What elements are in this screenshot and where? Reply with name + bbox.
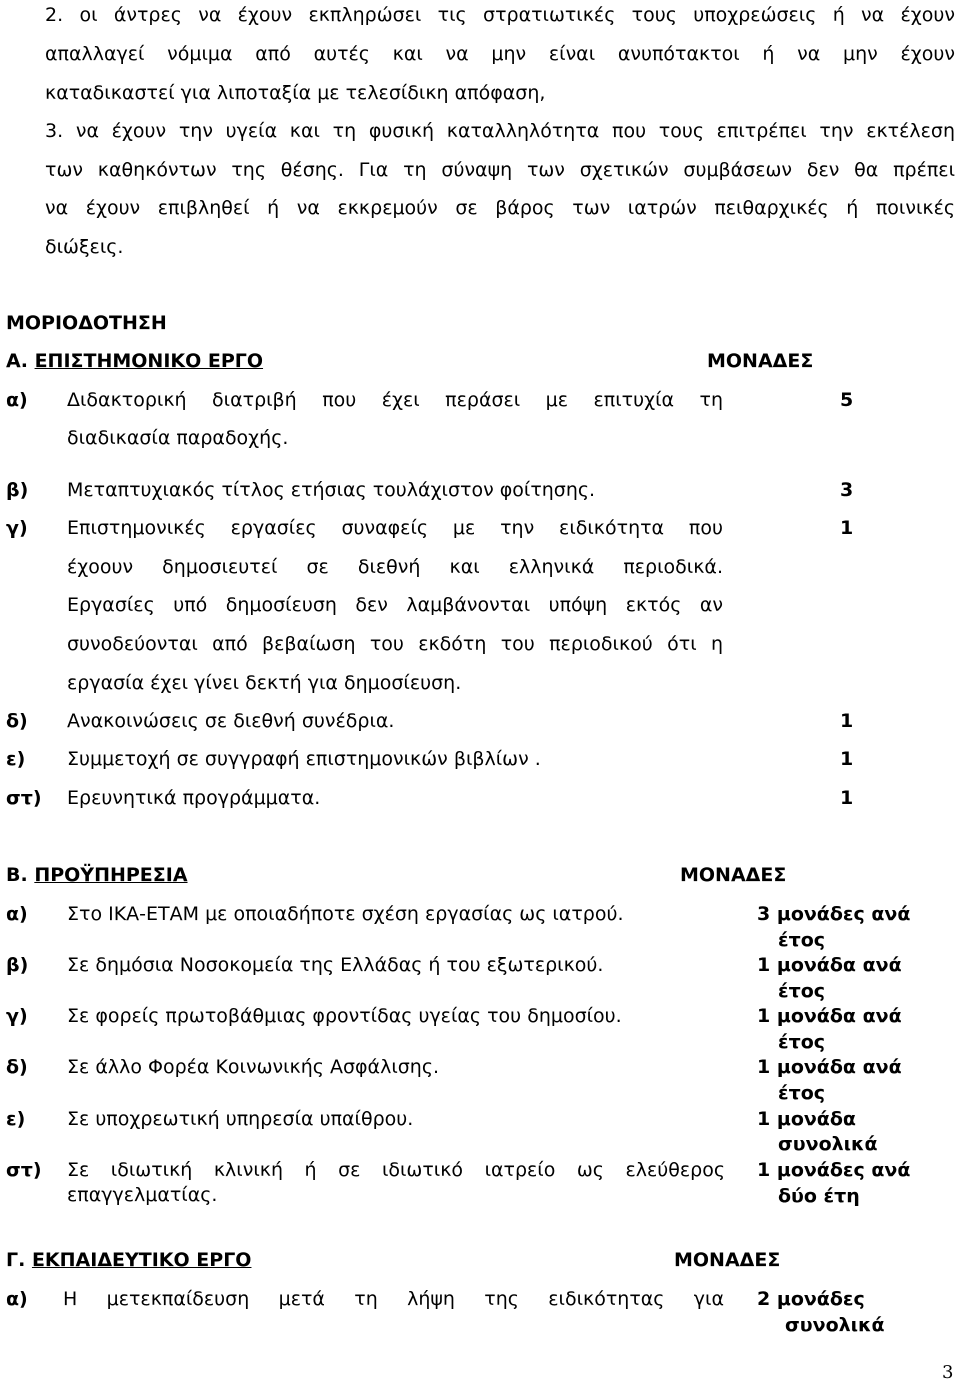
- item-label: β): [6, 479, 29, 501]
- item-text: συνοδεύονται από βεβαίωση του εκδότη του περιοδικού ότι η: [67, 633, 723, 655]
- item-points-unit: έτος: [778, 980, 826, 1002]
- item-points: 5: [840, 389, 854, 411]
- section-c-units-header: ΜΟΝΑΔΕΣ: [674, 1249, 781, 1271]
- item-points-unit: έτος: [778, 1031, 826, 1053]
- item-points: 1: [840, 710, 854, 732]
- item-text: Επιστημονικές εργασίες συναφείς με την ειδικότητα που: [67, 517, 723, 539]
- item-points: 3: [840, 479, 854, 501]
- item-text: Στο ΙΚΑ-ΕΤΑΜ με οποιαδήποτε σχέση εργασίας ως ιατρού.: [67, 903, 624, 925]
- item-text: Συμμετοχή σε συγγραφή επιστημονικών βιβλίων .: [67, 748, 541, 770]
- section-b-units-header: ΜΟΝΑΔΕΣ: [680, 864, 787, 886]
- item-points-unit: έτος: [778, 1082, 826, 1104]
- item-text: Μεταπτυχιακός τίτλος ετήσιας τουλάχιστον φοίτησης.: [67, 479, 596, 501]
- intro-line: 2. οι άντρες να έχουν εκπληρώσει τις στρατιωτικές τους υποχρεώσεις ή να έχουν: [45, 4, 955, 26]
- item-text: Ανακοινώσεις σε διεθνή συνέδρια.: [67, 710, 395, 732]
- item-label: γ): [6, 1005, 28, 1027]
- item-points: 1 μονάδες ανά: [757, 1159, 911, 1181]
- item-text: Η μετεκπαίδευση μετά τη λήψη της ειδικότητας για: [63, 1288, 724, 1310]
- item-points: 1 μονάδα ανά: [757, 954, 902, 976]
- section-a-title: ΕΠΙΣΤΗΜΟΝΙΚΟ ΕΡΓΟ: [34, 350, 264, 372]
- item-label: στ): [6, 1159, 42, 1181]
- item-label: β): [6, 954, 29, 976]
- item-text: διαδικασία παραδοχής.: [67, 427, 289, 449]
- item-text: Σε ιδιωτική κλινική ή σε ιδιωτικό ιατρείο ως ελεύθερος: [67, 1159, 725, 1181]
- section-b-prefix: Β.: [6, 864, 28, 886]
- item-text: επαγγελματίας.: [67, 1184, 218, 1206]
- section-b-title: ΠΡΟΫΠΗΡΕΣΙΑ: [34, 864, 188, 886]
- intro-line: καταδικαστεί για λιποταξία με τελεσίδικη απόφαση,: [45, 82, 546, 104]
- page-title: ΜΟΡΙΟΔΟΤΗΣΗ: [6, 312, 167, 334]
- section-c-prefix: Γ.: [6, 1249, 26, 1271]
- item-text: έχοουν δημοσιευτεί σε διεθνή και ελληνικά περιοδικά.: [67, 556, 723, 578]
- item-points-unit: έτος: [778, 929, 826, 951]
- item-text: εργασία έχει γίνει δεκτή για δημοσίευση.: [67, 672, 462, 694]
- item-label: στ): [6, 787, 42, 809]
- item-text: Σε φορείς πρωτοβάθμιας φροντίδας υγείας του δημοσίου.: [67, 1005, 622, 1027]
- item-text: Διδακτορική διατριβή που έχει περάσει με επιτυχία τη: [67, 389, 723, 411]
- item-label: δ): [6, 710, 28, 732]
- item-points: 2 μονάδες: [757, 1288, 865, 1310]
- item-points-unit: συνολικά: [778, 1133, 878, 1155]
- intro-line: διώξεις.: [45, 236, 124, 258]
- item-points: 1: [840, 517, 854, 539]
- item-label: ε): [6, 748, 26, 770]
- item-text: Ερευνητικά προγράμματα.: [67, 787, 321, 809]
- section-c-heading: [6, 1249, 251, 1271]
- item-points-unit: δύο έτη: [778, 1185, 860, 1207]
- item-label: ε): [6, 1108, 26, 1130]
- item-label: δ): [6, 1056, 28, 1078]
- item-points: 1 μονάδα ανά: [757, 1005, 902, 1027]
- item-points-unit: συνολικά: [785, 1314, 885, 1336]
- item-label: α): [6, 389, 28, 411]
- item-text: Εργασίες υπό δημοσίευση δεν λαμβάνονται υπόψη εκτός αν: [67, 594, 723, 616]
- intro-line: απαλλαγεί νόμιμα από αυτές και να μην είναι ανυπότακτοι ή να μην έχουν: [45, 43, 955, 65]
- item-text: Σε υποχρεωτική υπηρεσία υπαίθρου.: [67, 1108, 414, 1130]
- section-a-heading: [6, 350, 263, 372]
- section-c-title: ΕΚΠΑΙΔΕΥΤΙΚΟ ΕΡΓΟ: [31, 1249, 252, 1271]
- page-number: 3: [942, 1362, 954, 1383]
- intro-line: 3. να έχουν την υγεία και τη φυσική καταλληλότητα που τους επιτρέπει την εκτέλεση: [45, 120, 955, 142]
- item-text: Σε δημόσια Νοσοκομεία της Ελλάδας ή του εξωτερικού.: [67, 954, 604, 976]
- item-text: Σε άλλο Φορέα Κοινωνικής Ασφάλισης.: [67, 1056, 440, 1078]
- item-label: α): [6, 903, 28, 925]
- intro-line: των καθηκόντων της θέσης. Για τη σύναψη των σχετικών συμβάσεων δεν θα πρέπει: [45, 159, 955, 181]
- item-points: 1: [840, 748, 854, 770]
- item-points: 1 μονάδα ανά: [757, 1056, 902, 1078]
- section-b-heading: [6, 864, 188, 886]
- intro-paragraph: [45, 0, 955, 270]
- intro-line: να έχουν επιβληθεί ή να εκκρεμούν σε βάρος των ιατρών πειθαρχικές ή ποινικές: [45, 197, 955, 219]
- item-label: γ): [6, 517, 28, 539]
- item-label: α): [6, 1288, 28, 1310]
- section-a-units-header: ΜΟΝΑΔΕΣ: [707, 350, 814, 372]
- section-a-prefix: Α.: [6, 350, 28, 372]
- item-points: 1 μονάδα: [757, 1108, 856, 1130]
- item-points: 1: [840, 787, 854, 809]
- item-points: 3 μονάδες ανά: [757, 903, 911, 925]
